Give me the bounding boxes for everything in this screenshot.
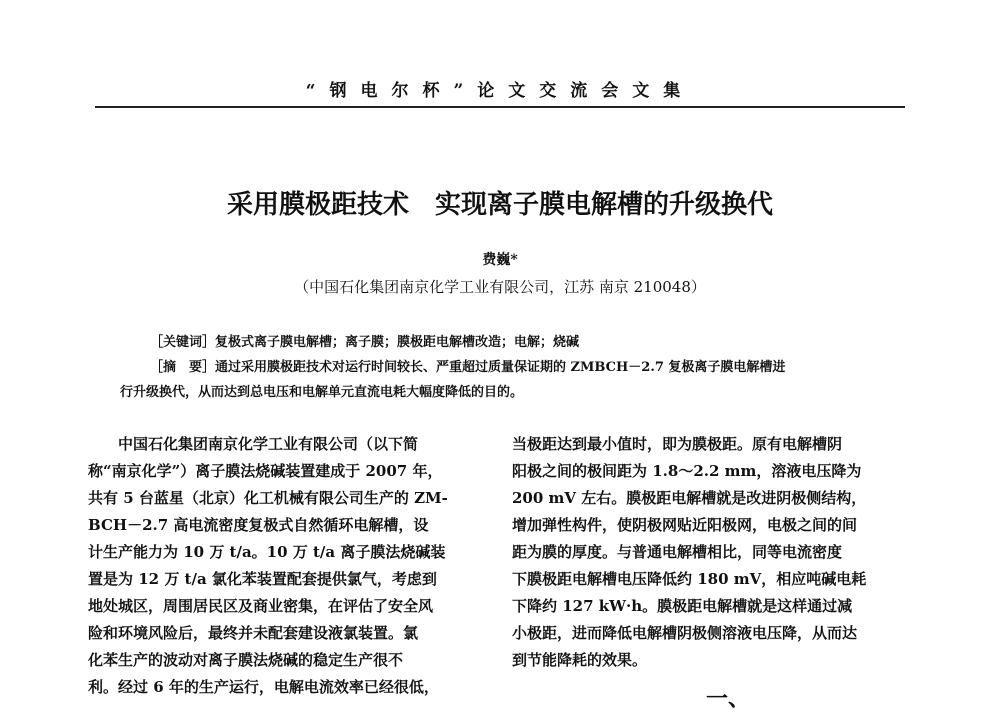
- text-line: 小极距，进而降低电解槽阴极侧溶液电压降，从而达: [512, 624, 858, 642]
- running-header: “钢电尔杯”论文交流会文集: [305, 81, 695, 101]
- keywords: [150, 331, 579, 350]
- keywords-text: 复极式离子膜电解槽；离子膜；膜极距电解槽改造；电解；烧碱: [215, 335, 580, 350]
- text-line: 地处城区，周围居民区及商业密集，在评估了安全风: [88, 597, 434, 615]
- text-line: 中国石化集团南京化学工业有限公司（以下简: [88, 435, 419, 453]
- text-line: 下降约 127 kW·h。膜极距电解槽就是这样通过减: [512, 597, 853, 615]
- author: 费巍*: [482, 252, 518, 268]
- text-line: 当极距达到最小值时，即为膜极距。原有电解槽阴: [512, 435, 843, 453]
- text-line: 距为膜的厚度。与普通电解槽相比，同等电流密度: [512, 543, 843, 561]
- text-line: 利。经过 6 年的生产运行，电解电流效率已经很低，: [88, 678, 439, 696]
- abstract-line-1: [150, 356, 785, 375]
- abstract-text: 通过采用膜极距技术对运行时间较长、严重超过质量保证期的 ZMBCH－2.7 复极离子膜电解槽进: [215, 360, 786, 375]
- text-line: 共有 5 台蓝星（北京）化工机械有限公司生产的 ZM-: [88, 489, 448, 507]
- keywords-label: ［关键词］: [150, 335, 216, 350]
- text-line: 阳极之间的极间距为 1.8～2.2 mm，溶液电压降为: [512, 462, 862, 480]
- text-line: BCH－2.7 高电流密度复极式自然循环电解槽，设: [88, 516, 429, 534]
- text-line: 称“南京化学”）离子膜法烧碱装置建成于 2007 年，: [88, 462, 443, 480]
- abstract-label: ［摘 要］: [150, 360, 216, 375]
- text-line: 到节能降耗的效果。: [512, 651, 648, 669]
- text-line: 化苯生产的波动对离子膜法烧碱的稳定生产很不: [88, 651, 404, 669]
- abstract-line-2: 行升级换代，从而达到总电压和电解单元直流电耗大幅度降低的目的。: [120, 385, 524, 400]
- text-line: 置是为 12 万 t/a 氯化苯装置配套提供氯气，考虑到: [88, 570, 437, 588]
- affiliation: （中国石化集团南京化学工业有限公司，江苏 南京 210048）: [294, 278, 706, 296]
- paper-title: 采用膜极距技术 实现离子膜电解槽的升级换代: [226, 190, 773, 220]
- text-line: 下膜极距电解槽电压降低约 180 mV，相应吨碱电耗: [512, 570, 867, 588]
- header-rule: [95, 106, 905, 108]
- section-heading: 一、: [706, 686, 751, 712]
- text-line: 计生产能力为 10 万 t/a。10 万 t/a 离子膜法烧碱装: [88, 543, 446, 561]
- text-line: 险和环境风险后，最终并未配套建设液氯装置。氯: [88, 624, 419, 642]
- text-line: 200 mV 左右。膜极距电解槽就是改进阴极侧结构，: [512, 489, 867, 507]
- text-line: 增加弹性构件，使阴极网贴近阳极网，电极之间的间: [512, 516, 858, 534]
